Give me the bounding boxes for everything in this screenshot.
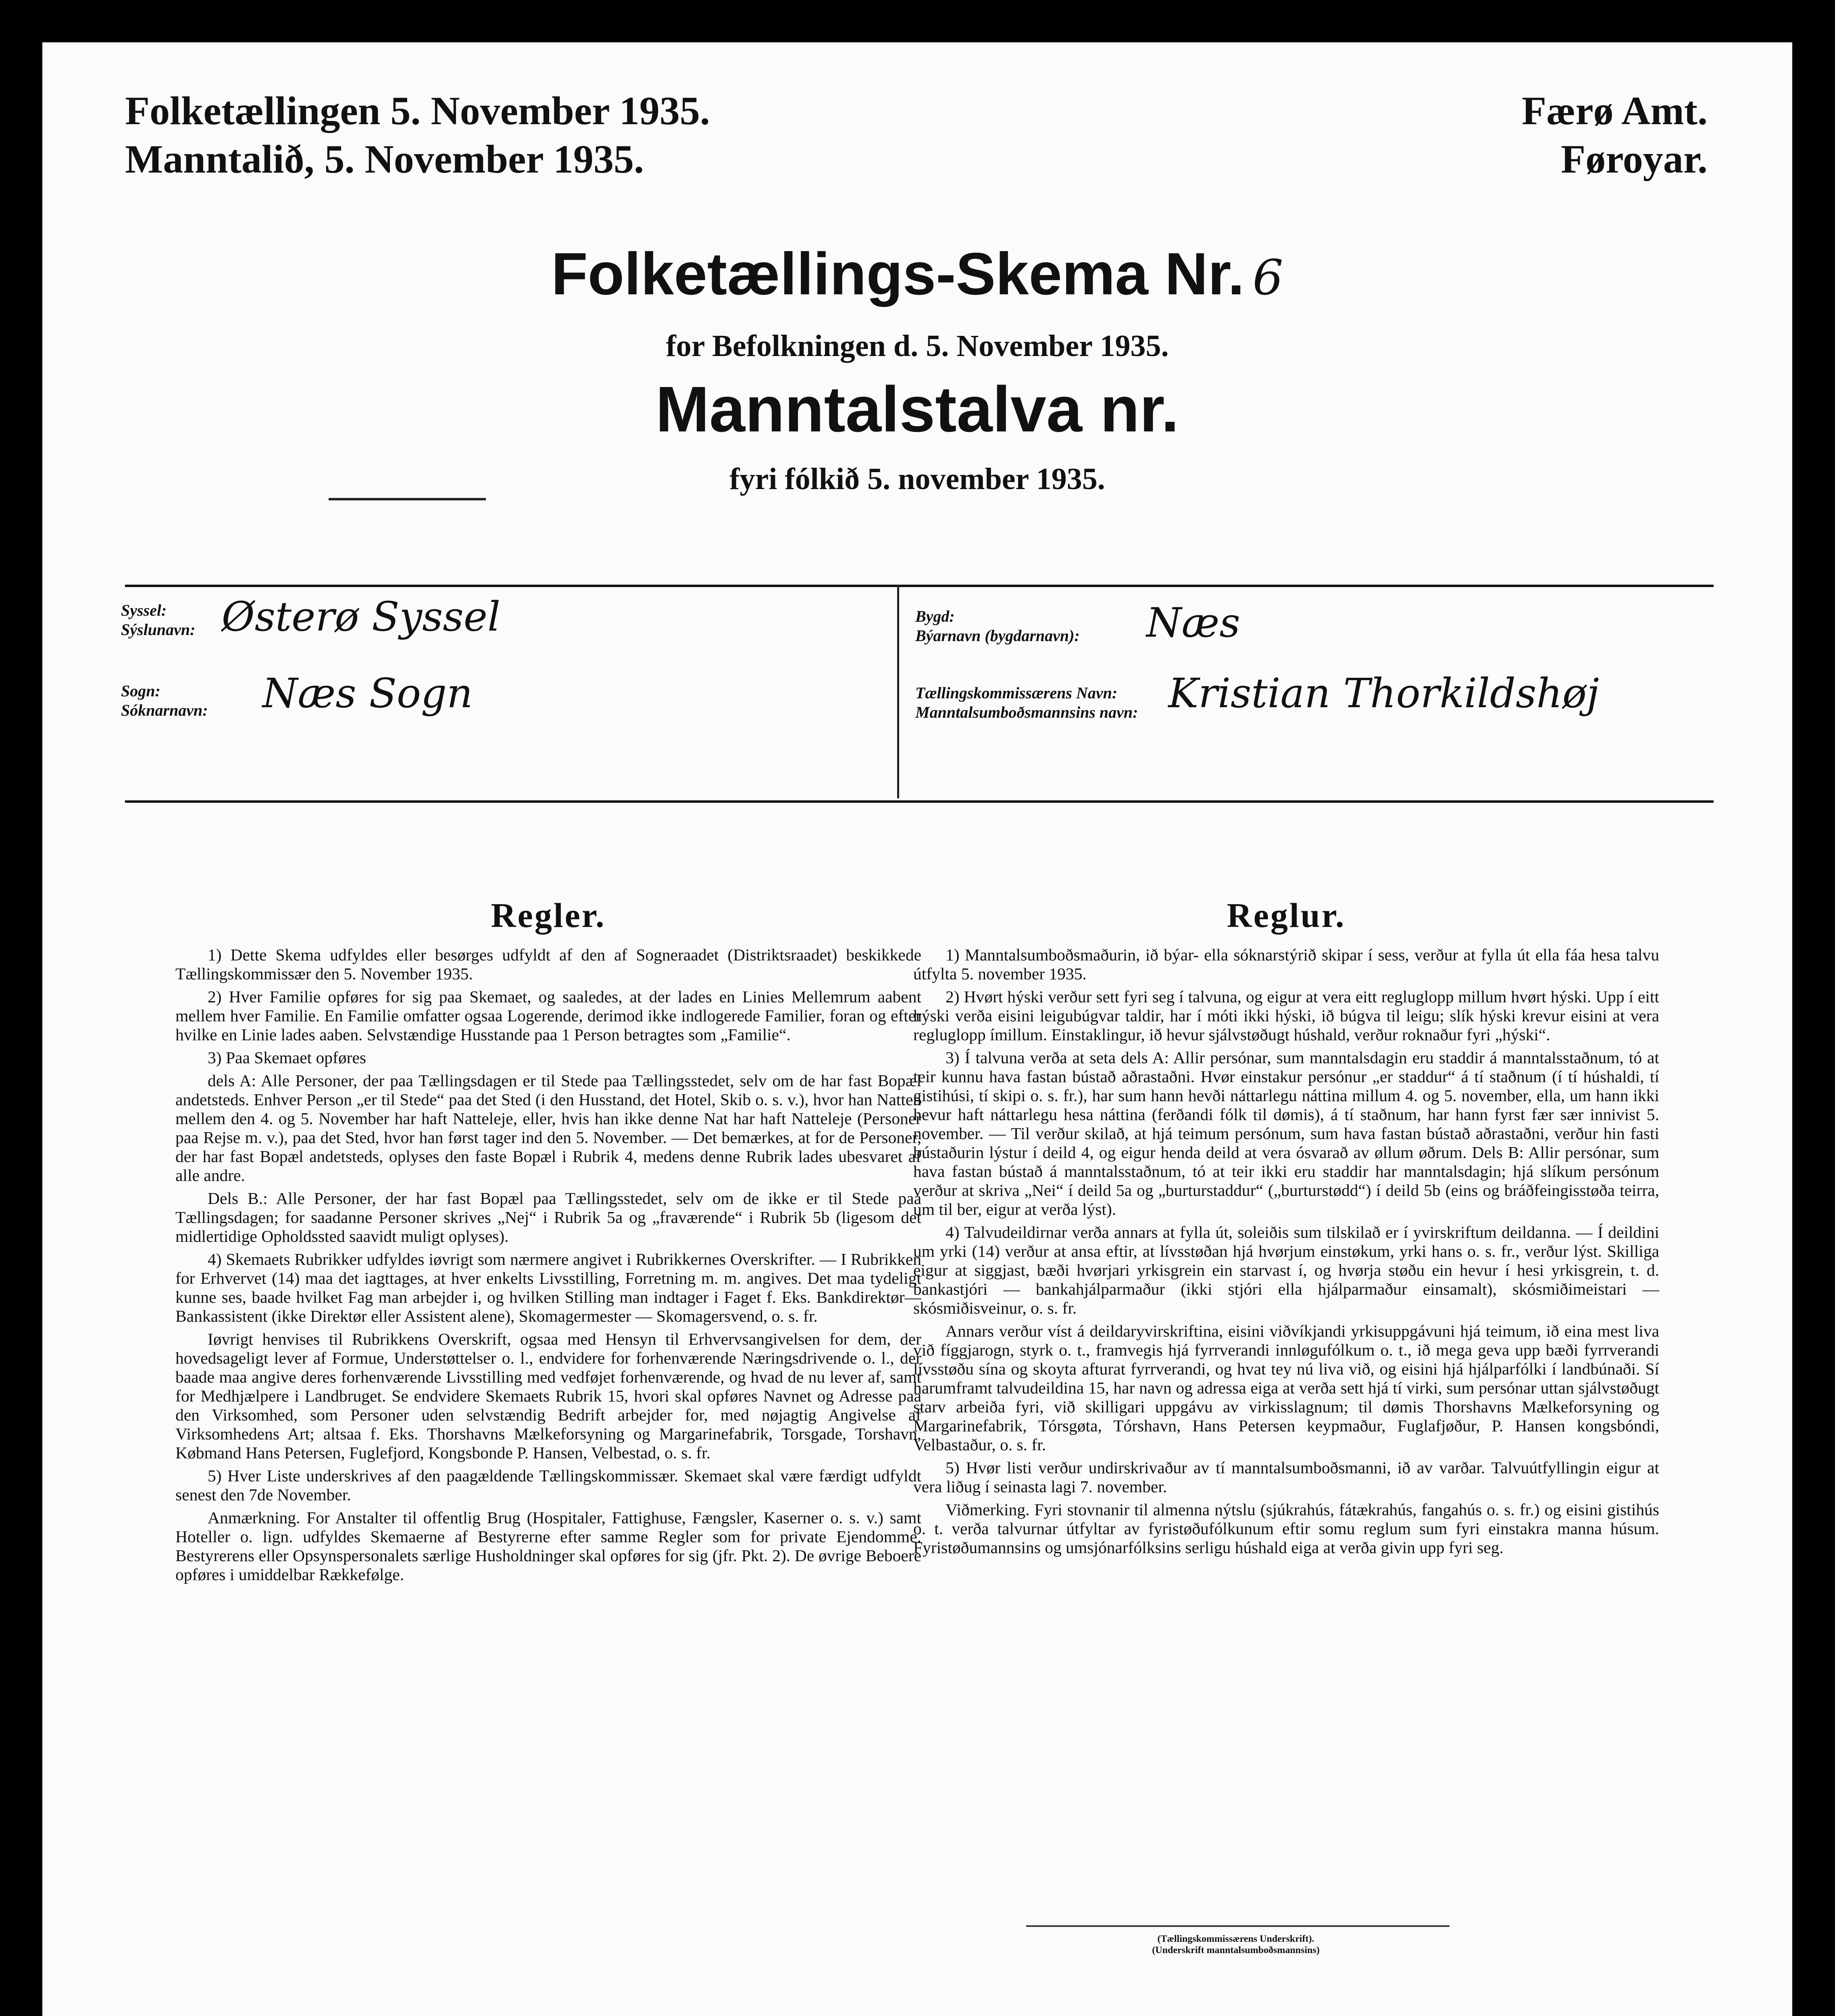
rule-paragraph: Anmærkning. For Anstalter til offentlig Brug (Hospitaler, Fattighuse, Fængsler, Kaserner o. s. v.) samt Hoteller o. lign. udfyldes Skemaerne af Bestyrerne efter samme Regler som for private Ejendomme. Bestyrerens eller Opsynspersonalets særlige Husholdninger skal opføres for sig (jfr. Pkt. 2). De øvrige Beboere opføres i umiddelbar Rækkefølge. xyxy=(175,1508,921,1584)
header-danish-date: Folketællingen 5. November 1935. xyxy=(125,88,710,133)
header-faroese-date: Manntalið, 5. November 1935. xyxy=(125,137,644,181)
middle-divider xyxy=(897,585,899,798)
rules-danish-heading: Regler. xyxy=(491,896,606,935)
field-syssel xyxy=(121,593,500,640)
rule-paragraph: 3) Í talvuna verða at seta dels A: Allir persónar, sum manntalsdagin eru staddir á manntalsstaðnum, tó at teir kunnu hava fastan bústað aðrastaðni. Hvør einstakur persónur „er staddur“ á tí staðnum (í tí húshaldi, tí gistihúsi, tí skipi o. s. fr.), har sum hann hevði náttarlegu náttina millum 4. og 5. november, ella, um hann ikki hevur haft náttarlegu hesa náttina (ferðandi fólk til dømis), á tí staðnum, har hann fyrst fær sær innivist 5. november. — Til verður skilað, at hjá teimum persónum, sum hava fastan bústað aðrastaðni, verður hin fasti bústaðurin lýstur í deild 4, og eigur henda deild at vera ósvarað av øllum øðrum. Dels B: Allir persónar, sum hava fastan bústað á manntalsstaðnum, tó at teir ikki eru staddir har manntalsdagin; hjá slíkum persónum verður at skriva „Nei“ í deild 5a og „burturstaddur“ („burturstødd“) í deild 5b (eins og bráðfeingisstøða teirra, um til ber, eigur at verða lýst). xyxy=(913,1048,1659,1218)
field-bygd-value: Næs xyxy=(1146,599,1240,646)
top-divider xyxy=(125,585,1714,587)
rule-paragraph: Dels B.: Alle Personer, der har fast Bopæl paa Tællingsstedet, selv om de ikke er til Stede paa Tællingsdagen; for saadanne Personer skrives „Nej“ i Rubrik 5a og „fraværende“ i Rubrik 5b (ligesom det midlertidige Opholdssted saavidt muligt oplyses). xyxy=(175,1189,921,1245)
rule-paragraph: dels A: Alle Personer, der paa Tællingsdagen er til Stede paa Tællingsstedet, selv om de har fast Bopæl andetsteds. Enhver Person „er til Stede“ paa det Sted (i den Husstand, det Hotel, Skib o. s. v.), hvor han Natten mellem den 4. og 5. November har haft Natteleje, eller, hvis han ikke denne Nat har haft Natteleje (Personer paa Rejse m. v.), paa det Sted, hvor han først tager ind den 5. November. — Det bemærkes, at for de Personer, der har fast Bopæl andetsteds, oplyses den faste Bopæl i Rubrik 4, medens denne Rubrik lades ubesvaret af alle andre. xyxy=(175,1071,921,1185)
rule-paragraph: 2) Hvørt hýski verður sett fyri seg í talvuna, og eigur at vera eitt regluglopp millum hvørt hýski. Upp í eitt hýski verða eisini leigubúgvar taldir, har í móti ikki hýski, ið búgva til leigu; slík hýski krevur eisini at vera regluglopp ímillum. Einstaklingur, ið hevur sjálvstøðugt húshald, verður roknaður fyri „hýski“. xyxy=(913,987,1659,1044)
field-bygd-label xyxy=(915,607,1080,646)
rule-paragraph: 5) Hvør listi verður undirskrivaður av tí manntalsumboðsmanni, ið av varðar. Talvuútfyllingin eigur at vera liðug í seinasta lagi 7. november. xyxy=(913,1458,1659,1496)
form-title-text: Folketællings-Skema Nr. xyxy=(551,241,1245,307)
field-kommissaer-value: Kristian Thorkildshøj xyxy=(1168,670,1599,717)
header-right xyxy=(1522,87,1708,183)
syssel-label: Syssel: xyxy=(121,601,167,619)
field-syssel-label xyxy=(121,601,196,639)
signature-caption-danish: (Tællingskommissærens Underskrift). xyxy=(1157,1934,1314,1944)
rule-paragraph: 3) Paa Skemaet opføres xyxy=(208,1048,366,1067)
rule-paragraph: 4) Talvudeildirnar verða annars at fylla út, soleiðis sum tilskilað er í yvirskriftum deildanna. — Í deildini um yrki (14) verður at ansa eftir, at lívsstøðan hjá hvørjum einstøkum, yrki hans o. s. fr., verður lýst. Skilliga eigur at siggjast, bæði hvørjari yrkisgrein ein starvast í, og hvørja støðu ein hevur í hesi yrkisgrein, t. d. bankastjóri — bankahjálparmaður (ikki stjóri ella hjálparmaður einsamalt), skósmiðimeistari — skósmiðisveinur, o. s. fr. xyxy=(913,1223,1659,1317)
pen-dash-mark xyxy=(329,498,486,504)
rule-paragraph: 5) Hver Liste underskrives af den paagældende Tællingskommissær. Skemaet skal være færdigt udfyldt senest den 7de November. xyxy=(175,1466,921,1504)
byarnavn-label: Býarnavn (bygdarnavn): xyxy=(915,627,1080,645)
umbodsmann-label: Manntalsumboðsmannsins navn: xyxy=(915,703,1138,721)
rules-danish xyxy=(175,893,921,1588)
rule-paragraph: Iøvrigt henvises til Rubrikkens Overskrift, ogsaa med Hensyn til Erhvervsangivelsen for dem, der hovedsageligt lever af Formue, Understøttelser o. l., endvidere for forhenværende Næringsdrivende o. l., der baade maa angive deres forhenværende Livsstilling med vedføjet forhenværende, og hvad de nu lever af, samt for Medhjælpere i Landbruget. Se endvidere Skemaets Rubrik 15, hvori skal opføres Navnet og Adresse paa den Virksomhed, som Personer uden selvstændig Bedrift arbejder for, med nøjagtig Angivelse af Virksomhedens Art; altsaa f. Eks. Thorshavns Mælkeforsyning og Margarinefabrik, Torsgade, Torshavn, Købmand Hans Petersen, Fuglefjord, Kongsbonde P. Hansen, Velbestad, o. s. fr. xyxy=(175,1330,921,1462)
rule-paragraph: 1) Manntalsumboðsmaðurin, ið býar- ella sóknarstýrið skipar í sess, verður at fylla út ella fáa hesa talvu útfylta 5. november 1935. xyxy=(913,946,1659,983)
kommissaer-label: Tællingskommissærens Navn: xyxy=(915,684,1118,702)
form-number: 6 xyxy=(1252,250,1283,306)
rule-paragraph: Viðmerking. Fyri stovnanir til almenna nýtslu (sjúkrahús, fátækrahús, fangahús o. s. fr.) og eisini gistihús o. t. verða talvurnar útfyltar av fyristøðufólkunum eftir somu reglum sum fyri einstakra manna húsum. Fyristøðumannsins og umsjónarfólksins serligu húshald eiga at verða givin upp fyri seg. xyxy=(913,1500,1659,1557)
form-subtitle-faroese: fyri fólkið 5. november 1935. xyxy=(729,462,1105,496)
rule-paragraph: Annars verður víst á deildaryvirskriftina, eisini viðvíkjandi yrkisuppgávuni hjá teimum, ið eina mest liva við fíggjarogn, styrk o. t., framvegis hjá fyrrverandi innløgufólkum o. t., ið mega geva upp bæði fyrrverandi lívsstøðu sína og skoyta afturat fyrrverandi, og hvat tey nú liva við, og eisini hjá hjálparfólki í landbúnaði. Sí harumframt talvudeildina 15, har navn og adressa eiga at verða sett hjá tí virki, sum persónar uttan sjálvstøðugt starv arbeiða fyri, við skilligari uppgávu av virkisslagnum; til dømis Thorshavns Mælkeforsyning og Margarinefabrik, Tórsgøta, Tórshavn, Hans Petersen keypmaður, Fuglafjøður, P. Hansen kongsbóndi, Velbastaður, o. s. fr. xyxy=(913,1322,1659,1454)
rule-paragraph: 2) Hver Familie opføres for sig paa Skemaet, og saaledes, at der lades en Linies Mellemrum aabent mellem hver Familie. En Familie omfatter ogsaa Logerende, derimod ikke indlogerede Familier, foran og efter hvilke en Linie lades aaben. Selvstændige Husstande paa 1 Person betragtes som „Familie“. xyxy=(175,987,921,1044)
field-kommissaer-label xyxy=(915,683,1138,722)
header-left xyxy=(125,87,710,183)
rules-faroese-heading: Reglur. xyxy=(1227,896,1346,935)
field-syssel-value: Østerø Syssel xyxy=(221,593,500,640)
soknarnavn-label: Sóknarnavn: xyxy=(121,701,208,719)
field-bygd xyxy=(915,599,1240,646)
field-sogn xyxy=(121,670,473,720)
sogn-label: Sogn: xyxy=(121,682,160,700)
rules-faroese xyxy=(913,893,1659,1561)
rule-paragraph: 4) Skemaets Rubrikker udfyldes iøvrigt som nærmere angivet i Rubrikkernes Overskrifter. — I Rubrikken for Erhvervet (14) maa det iagttages, at hver enkelts Livsstilling, Forretning m. m. angives. Det maa tydeligt kunne ses, baade hvilket Fag man arbejder i, og hvilken Stilling man indtager i Faget f. Eks. Bankdirektør—Bankassistent (ikke Direktør eller Assistent alene), Skomagermester — Skomagersvend, o. s. fr. xyxy=(175,1250,921,1325)
field-kommissaer xyxy=(915,670,1599,722)
bygd-label: Bygd: xyxy=(915,607,955,625)
form-subtitle-danish: for Befolkningen d. 5. November 1935. xyxy=(666,329,1169,363)
syslunavn-label: Sýslunavn: xyxy=(121,621,196,639)
header-amt: Færø Amt. xyxy=(1522,88,1708,133)
form-title xyxy=(42,240,1792,312)
field-sogn-label xyxy=(121,681,208,720)
signature-caption xyxy=(1054,1933,1417,1956)
field-sogn-value: Næs Sogn xyxy=(262,670,473,717)
header-foroyar: Føroyar. xyxy=(1561,137,1708,181)
form-title-faroese: Manntalstalva nr. xyxy=(655,373,1179,445)
bottom-divider xyxy=(125,800,1714,803)
rule-paragraph: 1) Dette Skema udfyldes eller besørges udfyldt af den af Sogneraadet (Distriktsraadet) beskikkede Tællingskommissær den 5. November 1935. xyxy=(175,946,921,983)
census-form-sheet xyxy=(42,42,1792,2016)
signature-caption-faroese: (Underskrift manntalsumboðsmannsins) xyxy=(1152,1945,1320,1956)
signature-line xyxy=(1026,1925,1450,1927)
